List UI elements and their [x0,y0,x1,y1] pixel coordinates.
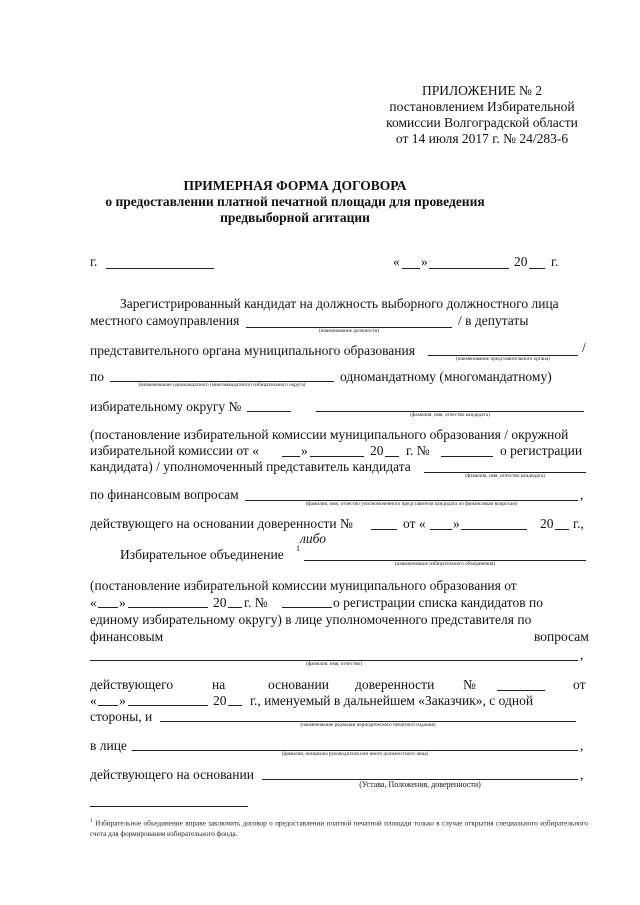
candidate-line-1: Зарегистрированный кандидат на должность выборного должностного лица [120,296,559,311]
resolution-date-label: избирательной комиссии от « [90,443,259,458]
assoc-year-prefix: 20 [213,595,227,610]
party-label: стороны, и [90,709,153,724]
day-field[interactable] [402,268,420,269]
organ-hint: (наименование представительного органа) [456,356,550,362]
footnote-separator [90,806,248,807]
organ-slash: / [582,340,586,355]
proxy-word: доверенности [355,677,435,692]
candidate-name-hint: (фамилия, имя, отчество кандидата) [410,412,490,418]
appendix-line-3: комиссии Волгоградской области [386,115,578,130]
appendix-line-4: от 14 июля 2017 г. № 24/283-6 [395,131,569,146]
customer-clause: г., именуемый в дальнейшем «Заказчик», с одной [250,693,534,708]
assoc-rep-hint: (фамилия, имя, отчество) [306,661,362,667]
assoc-month-field[interactable] [128,607,208,608]
year-field[interactable] [529,268,545,269]
resolution-day-field[interactable] [282,456,300,457]
number-sign: № [463,677,476,692]
assoc-number-label: г. № [244,595,268,610]
by-label: по [90,369,104,384]
footnote-text-2: специального избирательного счета для формирования избирательного фонда. [90,819,588,839]
assoc-rep-comma: , [580,647,584,662]
proxy2-number-field[interactable] [497,690,545,691]
city-prefix: г. [90,254,98,269]
appendix-block [382,83,582,147]
district-number-label: избирательному округу № [90,399,242,414]
footnote-text-1: Избирательное объединение вправе заключить договор о предоставлении платной печатной площади только в случае открытия [95,819,494,828]
resolution-line-1: (постановление избирательной комиссии муниципального образования / окружной [90,427,569,442]
resolution-number-label: г. № [406,443,430,458]
assoc-year-field[interactable] [228,607,242,608]
or-label: либо [300,531,326,546]
p5-year-prefix: 20 [213,693,227,708]
date-open-quote: « [393,254,400,269]
in-person-label: в лице [90,738,127,753]
footnote-mark: 1 [90,818,93,824]
resolution-month-field[interactable] [310,456,364,457]
resolution-close-quote: » [301,443,308,458]
registration-label: о регистрации [500,443,583,458]
mandate-label: одномандатному (многомандатному) [340,369,552,384]
p5-close-quote: » [119,693,126,708]
appendix-title: ПРИЛОЖЕНИЕ № 2 [421,83,543,98]
editorial-hint: (наименование редакции периодического печатного издания) [300,722,436,728]
electoral-association-label: Избирательное объединение [120,547,284,562]
representative-organ-label: представительного органа муниципального образования [90,343,415,358]
proxy-year-prefix: 20 [540,516,554,531]
from-word: от [573,677,586,692]
assoc-number-field[interactable] [282,607,332,608]
basis-comma: , [580,767,584,782]
head-comma: , [580,738,584,753]
local-government-label: местного самоуправления [90,313,240,328]
assoc-day-field[interactable] [98,607,118,608]
authorized-rep-label: кандидата) / уполномоченный представитель кандидата [90,459,411,474]
basis-word: основании [268,677,329,692]
acting-word: действующего [90,677,174,692]
authorized-rep-hint: (фамилия, имя, отчество кандидата) [465,473,545,479]
p5-year-field[interactable] [228,705,242,706]
on-word: на [212,677,226,692]
year-suffix: г. [551,254,559,269]
proxy-year-field[interactable] [555,529,569,530]
appendix-line-2: постановлением Избирательной [389,99,575,114]
proxy-date-label: от « [403,516,426,531]
financial-label: по финансовым вопросам [90,487,239,502]
footnote [90,816,588,840]
position-hint: (наименование должности) [318,328,380,334]
document-subtitle-2: предвыборной агитации [220,210,370,225]
association-hint: (наименование избирательного объединения) [394,561,496,567]
document-title: ПРИМЕРНАЯ ФОРМА ДОГОВОРА [183,178,407,193]
document-subtitle-1: о предоставлении платной печатной площади для проведения [105,194,485,209]
deputies-label: / в депутаты [458,313,529,328]
unified-district-line: единому избирательному округу) в лице уполномоченного представителя по [90,612,532,627]
proxy-day-field[interactable] [430,529,452,530]
financial-comma: , [580,487,584,502]
financial-rep-hint: (фамилия, имя, отчество уполномоченного представителя кандидата по финансовым вопросам) [305,501,518,507]
proxy-number-field[interactable] [371,529,397,530]
proxy-year-suffix: г., [573,516,584,531]
city-field[interactable] [106,268,214,269]
questions-word: вопросам [534,629,589,644]
p5-month-field[interactable] [128,705,208,706]
district-number-field[interactable] [247,411,291,412]
resolution-number-field[interactable] [441,456,493,457]
head-hint: (фамилия, инициалы руководителя или иного должностного лица) [281,751,429,757]
p5-open-quote: « [90,693,97,708]
proxy-month-field[interactable] [461,529,527,530]
resolution-year-field[interactable] [385,456,399,457]
p5-day-field[interactable] [98,705,118,706]
resolution-year-prefix: 20 [370,443,384,458]
proxy-close-quote: » [453,516,460,531]
footnote-ref: 1 [296,544,300,553]
financial-word: финансовым [90,629,164,644]
assoc-open-quote: « [90,595,97,610]
acting-basis-label: действующего на основании [90,767,254,782]
proxy-label: действующего на основании доверенности № [90,516,353,531]
basis-hint: (Устава, Положения, доверенности) [359,780,481,789]
list-registration-label: о регистрации списка кандидатов по [333,595,544,610]
assoc-close-quote: » [119,595,126,610]
association-resolution-line-1: (постановление избирательной комиссии муниципального образования от [90,578,517,593]
date-close-quote: » [421,254,428,269]
year-prefix: 20 [514,254,528,269]
district-hint: (наименование одномандатного (многомандатного) избирательного округа) [138,382,306,388]
month-field[interactable] [429,268,509,269]
